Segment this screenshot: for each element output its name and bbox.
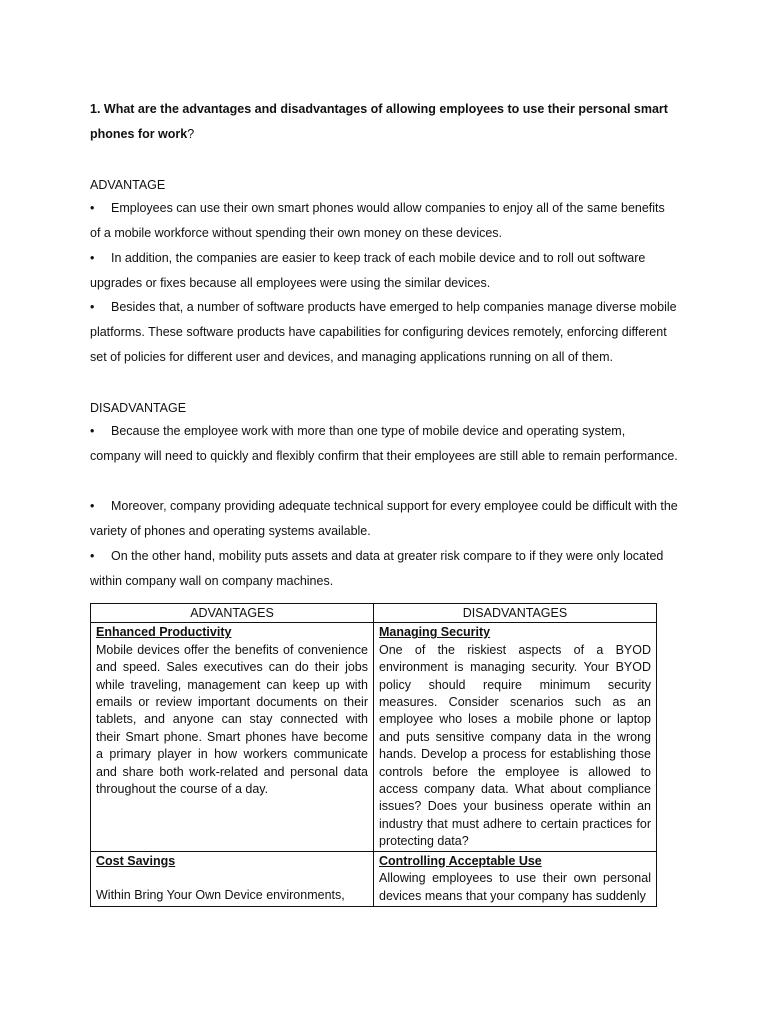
table-cell <box>91 851 374 906</box>
bullet-icon: • <box>90 300 95 314</box>
cell-body: Within Bring Your Own Device environments, <box>96 888 345 903</box>
cell-spacer <box>96 870 368 887</box>
table-row <box>91 851 657 906</box>
disadvantage-heading: DISADVANTAGE <box>90 401 187 415</box>
question-main: 1. What are the advantages and disadvantages of allowing employees to use their personal smart phones for work <box>90 102 668 141</box>
table-row <box>91 623 657 851</box>
advantage-item <box>90 295 678 370</box>
disadvantage-item-text: On the other hand, mobility puts assets and data at greater risk compare to if they were only located within company wall on company machines. <box>90 549 664 588</box>
advantage-item <box>90 246 678 296</box>
bullet-icon: • <box>90 499 95 513</box>
advantage-heading: ADVANTAGE <box>90 178 166 192</box>
header-advantages: ADVANTAGES <box>91 604 374 623</box>
bullet-icon: • <box>90 201 95 215</box>
comparison-table <box>90 603 657 907</box>
advantage-item-text: In addition, the companies are easier to keep track of each mobile device and to roll out software upgrades or fixes because all employees were using the similar devices. <box>90 251 646 290</box>
cell-body: Allowing employees to use their own personal devices means that your company has suddenly <box>379 871 651 903</box>
table-header-row <box>91 604 657 623</box>
disadvantage-item-text: Moreover, company providing adequate technical support for every employee could be difficult with the variety of phones and operating systems available. <box>90 499 678 538</box>
table-cell <box>91 623 374 851</box>
question-mark: ? <box>187 127 195 141</box>
table-cell <box>374 623 657 851</box>
bullet-icon: • <box>90 251 95 265</box>
cell-title: Cost Savings <box>96 853 176 868</box>
header-disadvantages: DISADVANTAGES <box>374 604 657 623</box>
cell-title: Managing Security <box>379 625 491 640</box>
disadvantage-item <box>90 494 678 544</box>
table-cell <box>374 851 657 906</box>
question-text <box>90 97 670 147</box>
bullet-icon: • <box>90 549 95 563</box>
disadvantage-item <box>90 544 678 594</box>
disadvantage-item-text: Because the employee work with more than one type of mobile device and operating system, company will need to quickly and flexibly confirm that their employees are still able to remain performance. <box>90 424 678 463</box>
disadvantage-item <box>90 419 678 469</box>
advantage-item-text: Besides that, a number of software products have emerged to help companies manage diverse mobile platforms. These software products have capabilities for configuring devices remotely, enforcing different set of policies for different user and devices, and managing applications running on all of them. <box>90 300 677 364</box>
cell-body: One of the riskiest aspects of a BYOD environment is managing security. Your BYOD policy should require minimum security measures. Consider scenarios such as an employee who loses a mobile phone or laptop and puts sensitive company data in the wrong hands. Develop a process for establishing those controls before the employee is allowed to access company data. What about compliance issues? Does your business operate within an industry that must adhere to certain practices for protecting data? <box>379 642 651 849</box>
cell-body: Mobile devices offer the benefits of convenience and speed. Sales executives can do their jobs while traveling, management can keep up with emails or review important documents on their tablets, and anyone can stay connected with their Smart phone. Smart phones have become a primary player in how workers communicate and share both work-related and personal data throughout the course of a day. <box>96 642 368 797</box>
cell-title: Controlling Acceptable Use <box>379 853 542 868</box>
advantage-item-text: Employees can use their own smart phones would allow companies to enjoy all of the same benefits of a mobile workforce without spending their own money on these devices. <box>90 201 665 240</box>
advantage-item <box>90 196 678 246</box>
cell-title: Enhanced Productivity <box>96 625 232 640</box>
bullet-icon: • <box>90 424 95 438</box>
